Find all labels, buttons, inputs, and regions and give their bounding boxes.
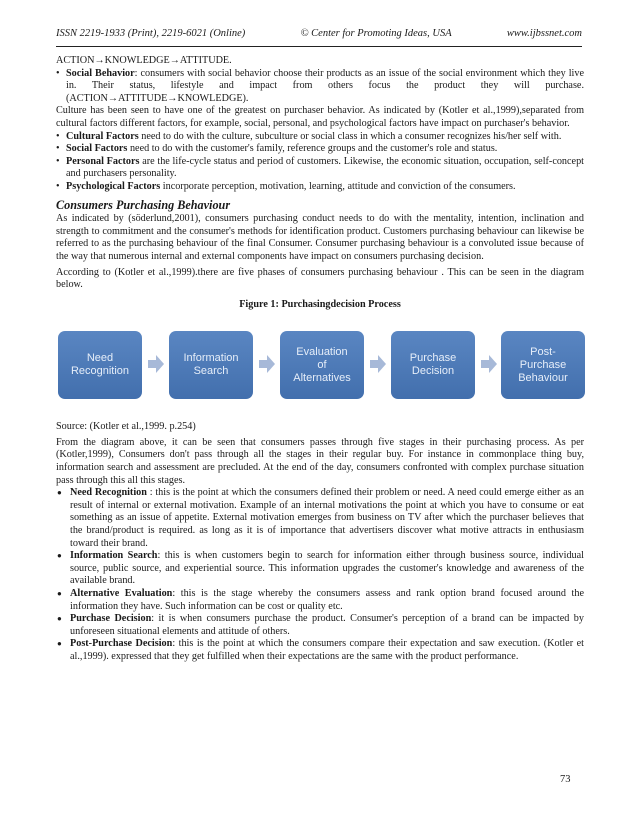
running-header bbox=[56, 28, 582, 47]
term: Alternative Evaluation bbox=[70, 588, 173, 599]
definition: : this is when customers begin to search for information either through business source, individual source, public source, and experiential source. This information upgrades the customer's knowledge and awareness of the available brand. bbox=[70, 550, 584, 587]
section-heading: Consumers Purchasing Behaviour bbox=[56, 197, 231, 212]
term: Cultural Factors bbox=[66, 130, 139, 142]
stage-information-search bbox=[169, 331, 253, 399]
process-diagram bbox=[56, 321, 584, 413]
definition: : consumers with social behavior choose their products as an issue of the social environment which they live in. Their status, lifestyle and impact from others focus the product they will purchase. (ACTION→ATTITUDE→KNOWLEDGE). bbox=[66, 67, 584, 104]
figure-caption: Figure 1: Purchasingdecision Process bbox=[239, 298, 401, 310]
stage-label: Need Recognition bbox=[70, 352, 130, 378]
term: Information Search bbox=[70, 550, 158, 562]
diagram-paragraph: From the diagram above, it can be seen that consumers passes through five stages in their purchasing process. As per (Kotler,1999), Consumers don't pass through all the stages in their regular buy. For instance in commonplace thing buy, information search and assessment are precluded. At the end of the day, consumers confronted with complex purchase situation pass through this all this stages. bbox=[56, 436, 584, 486]
term: Psychological Factors bbox=[66, 180, 161, 192]
definition: : this is the point at which the consumers compare their expectation and saw execution. (Kotler et al.,1999). expressed that they get fulfilled when their expectations are the same with the product performance. bbox=[70, 638, 584, 662]
definition: incorporate perception, motivation, learning, attitude and conviction of the consumers. bbox=[160, 180, 516, 192]
definition: are the life-cycle status and period of customers. Likewise, the economic situation, occupation, self-concept and purchasers personality. bbox=[66, 155, 584, 180]
sequence-line: ACTION→KNOWLEDGE→ATTITUDE. bbox=[56, 55, 232, 66]
definition: : this is the point at which the consumers defined their problem or need. A need could emerge either as an result of internal or external motivation. Example of an internal motivations the point at which you have to consume or eat something as an issue of appetite. External motivation emerges from business on TV after which the purchaser believes that the brand/product is required. as long as it is of importance that advertisers discover what motive attracts in enthusiasm toward their brand. bbox=[70, 487, 584, 549]
stage-evaluation-of-alternatives bbox=[280, 331, 364, 399]
stage-post-purchase-behaviour bbox=[501, 331, 585, 399]
page-number: 73 bbox=[560, 774, 571, 785]
social-behavior-list bbox=[56, 68, 584, 106]
list-item bbox=[56, 550, 584, 588]
term: Post-Purchase Decision bbox=[70, 638, 173, 650]
list-item bbox=[56, 156, 584, 181]
definition: need to do with the culture, subculture or social class in which a consumer recognizes his/her self with. bbox=[138, 130, 562, 142]
culture-paragraph: Culture has been seen to have one of the greatest on purchaser behavior. As indicated by (Kotler et al.,1999),separated from cultural factors different factors, for example, social, personal, and psychological factors have impact on purchaser's behavior. bbox=[56, 105, 584, 129]
stage-label: Information Search bbox=[183, 352, 239, 378]
definition: : it is when consumers purchase the product. Consumer's perception of a brand can be impacted by unforeseen situational elements and attitude of others. bbox=[70, 613, 584, 637]
stage-label: Post- Purchase Behaviour bbox=[518, 345, 568, 384]
definition: : this is the stage whereby the consumers assess and rank option brand focused around the information they have. Such information can be cost or quality etc. bbox=[70, 588, 584, 612]
list-item bbox=[56, 181, 584, 194]
term: Social Behavior bbox=[66, 67, 135, 79]
arrow-right-icon bbox=[370, 355, 386, 373]
term: Purchase Decision bbox=[70, 613, 152, 625]
term: Personal Factors bbox=[66, 155, 140, 167]
list-item bbox=[56, 131, 584, 144]
list-item bbox=[56, 487, 584, 550]
term: Social Factors bbox=[66, 143, 128, 155]
section-paragraph: As indicated by (söderlund,2001), consumers purchasing conduct needs to do with the mentality, intention, inclination and strength to commitment and the consumer's methods for identification product. Customers purchasing behaviour can likewise be referred to as the purchasing behaviour of the final Consumer. Consumer purchasing behaviour is a convoluted issue because of the way that numerous internal and external components have impact on consumers purchasing decision. bbox=[56, 213, 584, 262]
term: Need Recognition bbox=[70, 487, 147, 499]
factors-list bbox=[56, 131, 584, 194]
issn-text: ISSN 2219-1933 (Print), 2219-6021 (Online) bbox=[56, 28, 246, 39]
section-paragraph: According to (Kotler et al.,1999).there are five phases of consumers purchasing behaviour . This can be seen in the diagram below. bbox=[56, 266, 584, 291]
arrow-right-icon bbox=[259, 355, 275, 373]
stage-purchase-decision bbox=[391, 331, 475, 399]
figure-source: Source: (Kotler et al.,1999. p.254) bbox=[56, 421, 196, 433]
stage-need-recognition bbox=[58, 331, 142, 399]
list-item bbox=[56, 588, 584, 613]
list-item bbox=[56, 68, 584, 106]
definition: need to do with the customer's family, reference groups and the customer's role and status. bbox=[127, 143, 498, 155]
publisher-text: © Center for Promoting Ideas, USA bbox=[300, 28, 452, 39]
journal-url[interactable]: www.ijbssnet.com bbox=[506, 28, 582, 39]
arrow-right-icon bbox=[148, 355, 164, 373]
stage-label: Purchase Decision bbox=[409, 352, 457, 378]
stage-label: Evaluation of Alternatives bbox=[293, 345, 351, 384]
stages-detail-list bbox=[56, 487, 584, 663]
arrow-right-icon bbox=[481, 355, 497, 373]
list-item bbox=[56, 143, 584, 156]
list-item bbox=[56, 638, 584, 663]
page-body bbox=[56, 55, 584, 664]
list-item bbox=[56, 613, 584, 638]
